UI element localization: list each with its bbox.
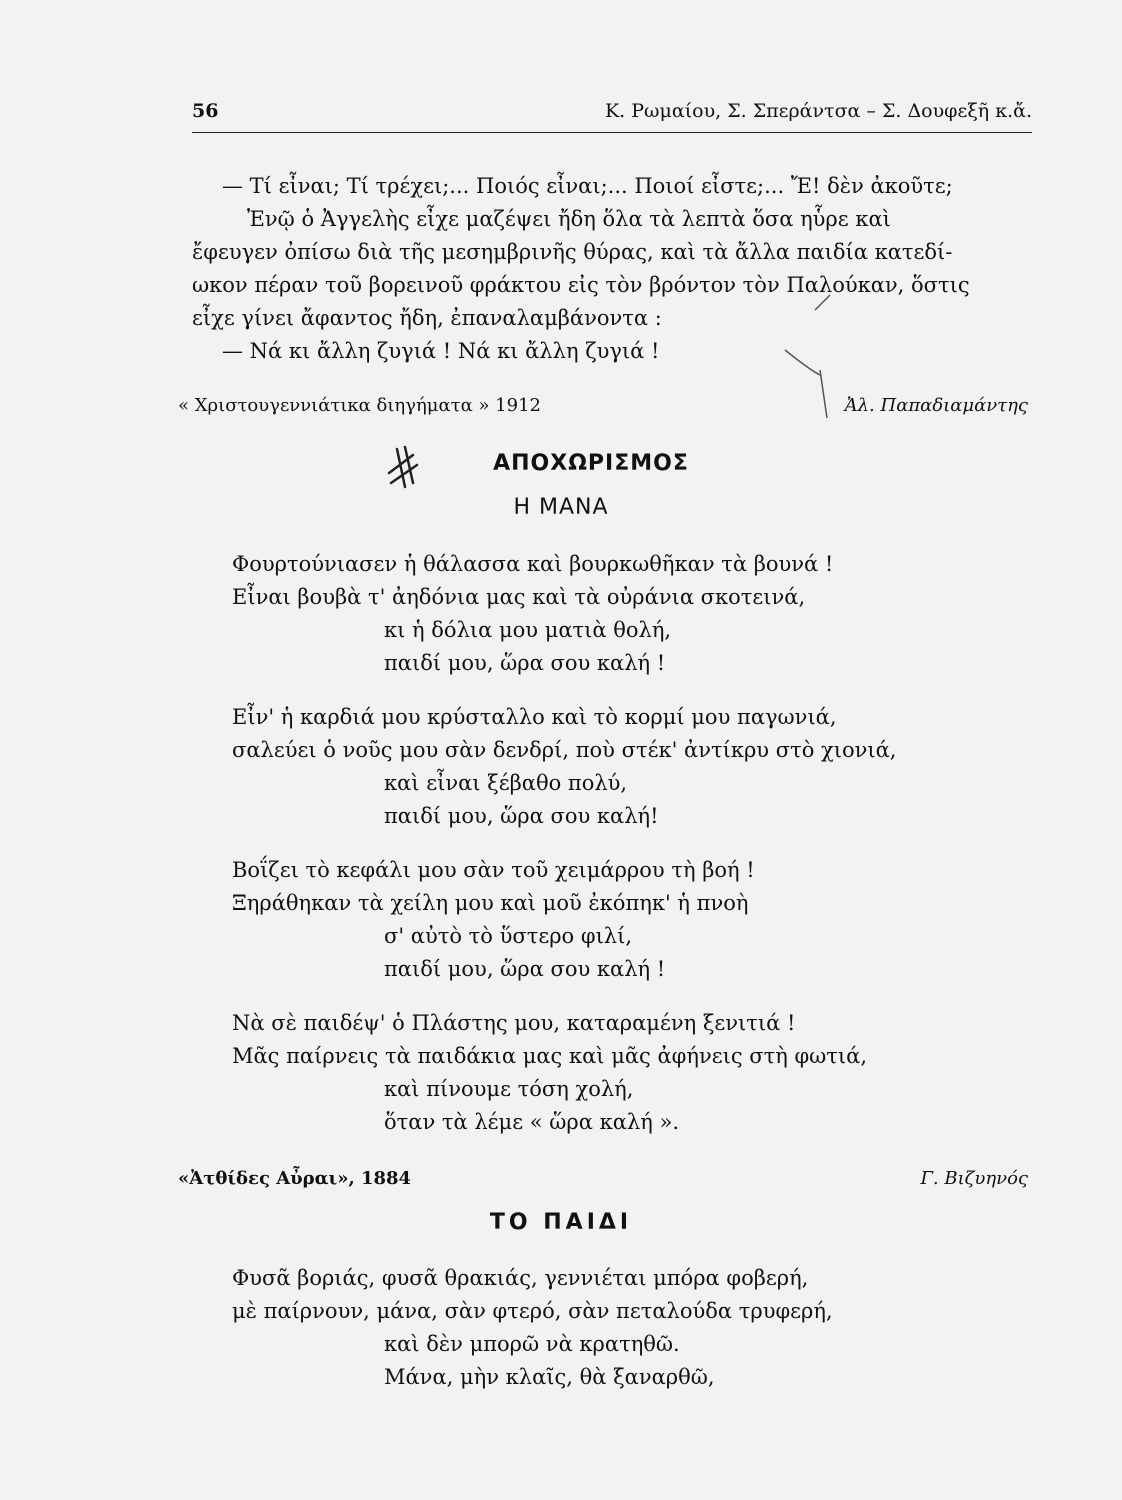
page-number: 56 <box>192 100 219 122</box>
prose-line: ἔφευγεν ὀπίσω διὰ τῆς μεσημβρινῆς θύρας, καὶ τὰ ἄλλα παιδία κατεδί- <box>192 240 953 264</box>
verse-line: καὶ πίνουμε τόση χολή, <box>384 1077 634 1101</box>
stanza <box>232 1262 1052 1394</box>
verse-line: κι ἡ δόλια μου ματιὰ θολή, <box>384 618 672 642</box>
prose-excerpt <box>192 170 1042 368</box>
verse-line: Φουρτούνιασεν ἡ θάλασσα καὶ βουρκωθῆκαν τὰ βουνά ! <box>232 552 834 576</box>
stanza <box>232 701 1052 833</box>
source-citation-1 <box>178 395 1028 425</box>
source-author: Γ. Βιζυηνός <box>920 1168 1028 1189</box>
verse-line: καὶ εἶναι ξέβαθο πολύ, <box>384 771 628 795</box>
prose-line: — Τί εἶναι; Τί τρέχει;... Ποιός εἶναι;... Ποιοί εἶστε;... Ἔ! δὲν ἀκοῦτε; <box>222 174 953 198</box>
verse-line: παιδί μου, ὥρα σου καλή ! <box>384 957 666 981</box>
verse-line: Νὰ σὲ παιδέψ' ὁ Πλάστης μου, καταραμένη ξενιτιά ! <box>232 1011 796 1035</box>
poem-title: ΤΟ ΠΑΙΔΙ <box>489 1210 633 1235</box>
stanza <box>232 548 1052 680</box>
verse-line: Φυσᾶ βοριάς, φυσᾶ θρακιάς, γεννιέται μπόρα φοβερή, <box>232 1266 809 1290</box>
prose-line: — Νά κι ἄλλη ζυγιά ! Νά κι ἄλλη ζυγιά ! <box>222 339 660 363</box>
source-title: « Χριστουγεννιάτικα διηγήματα » 1912 <box>178 395 541 416</box>
verse-line: ὅταν τὰ λέμε « ὥρα καλή ». <box>384 1110 679 1134</box>
prose-line: ωκον πέραν τοῦ βορεινοῦ φράκτου εἰς τὸν βρόντον τὸν Παλούκαν, ὅστις <box>192 273 970 297</box>
prose-line: εἶχε γίνει ἄφαντος ἤδη, ἐπαναλαμβάνοντα : <box>192 306 662 330</box>
verse-line: σαλεύει ὁ νοῦς μου σὰν δενδρί, ποὺ στέκ' ἀντίκρυ στὸ χιονιά, <box>232 738 897 762</box>
verse-line: μὲ παίρνουν, μάνα, σὰν φτερό, σὰν πεταλούδα τρυφερή, <box>232 1299 833 1323</box>
verse-line: Εἶν' ἡ καρδιά μου κρύσταλλο καὶ τὸ κορμί μου παγωνιά, <box>232 705 837 729</box>
prose-line: Ἐνῷ ὁ Ἀγγελὴς εἶχε μαζέψει ἤδη ὅλα τὰ λεπτὰ ὅσα ηὗρε καὶ <box>247 207 891 231</box>
poem-title: ΑΠΟΧΩΡΙΣΜΟΣ <box>493 451 689 476</box>
poem-subtitle: Η ΜΑΝΑ <box>513 495 609 520</box>
verse-line: Βοΐζει τὸ κεφάλι μου σὰν τοῦ χειμάρρου τὴ βοή ! <box>232 858 755 882</box>
stanza <box>232 1007 1052 1139</box>
source-author: Ἀλ. Παπαδιαμάντης <box>844 395 1028 416</box>
verse-line: Ξηράθηκαν τὰ χείλη μου καὶ μοῦ ἐκόπηκ' ἡ πνοὴ <box>232 891 749 915</box>
verse-line: Μᾶς παίρνεις τὰ παιδάκια μας καὶ μᾶς ἀφήνεις στὴ φωτιά, <box>232 1044 868 1068</box>
page-header <box>192 100 1032 130</box>
verse-line: παιδί μου, ὥρα σου καλή! <box>384 804 659 828</box>
poem-body <box>232 548 1052 1160</box>
verse-line: Εἶναι βουβὰ τ' ἀηδόνια μας καὶ τὰ οὐράνια σκοτεινά, <box>232 585 806 609</box>
source-title: «Ἀτθίδες Αὖραι», 1884 <box>178 1168 412 1189</box>
header-rule <box>192 132 1032 133</box>
source-citation-2 <box>178 1168 1028 1198</box>
poem-body <box>232 1262 1052 1415</box>
verse-line: καὶ δὲν μπορῶ νὰ κρατηθῶ. <box>384 1332 680 1356</box>
verse-line: παιδί μου, ὥρα σου καλή ! <box>384 651 666 675</box>
running-title: Κ. Ρωμαίου, Σ. Σπεράντσα – Σ. Δουφεξῆ κ.ἄ. <box>604 100 1032 122</box>
verse-line: σ' αὐτὸ τὸ ὕστερο φιλί, <box>384 924 633 948</box>
stanza <box>232 854 1052 986</box>
verse-line: Μάνα, μὴν κλαῖς, θὰ ξαναρθῶ, <box>384 1365 715 1389</box>
